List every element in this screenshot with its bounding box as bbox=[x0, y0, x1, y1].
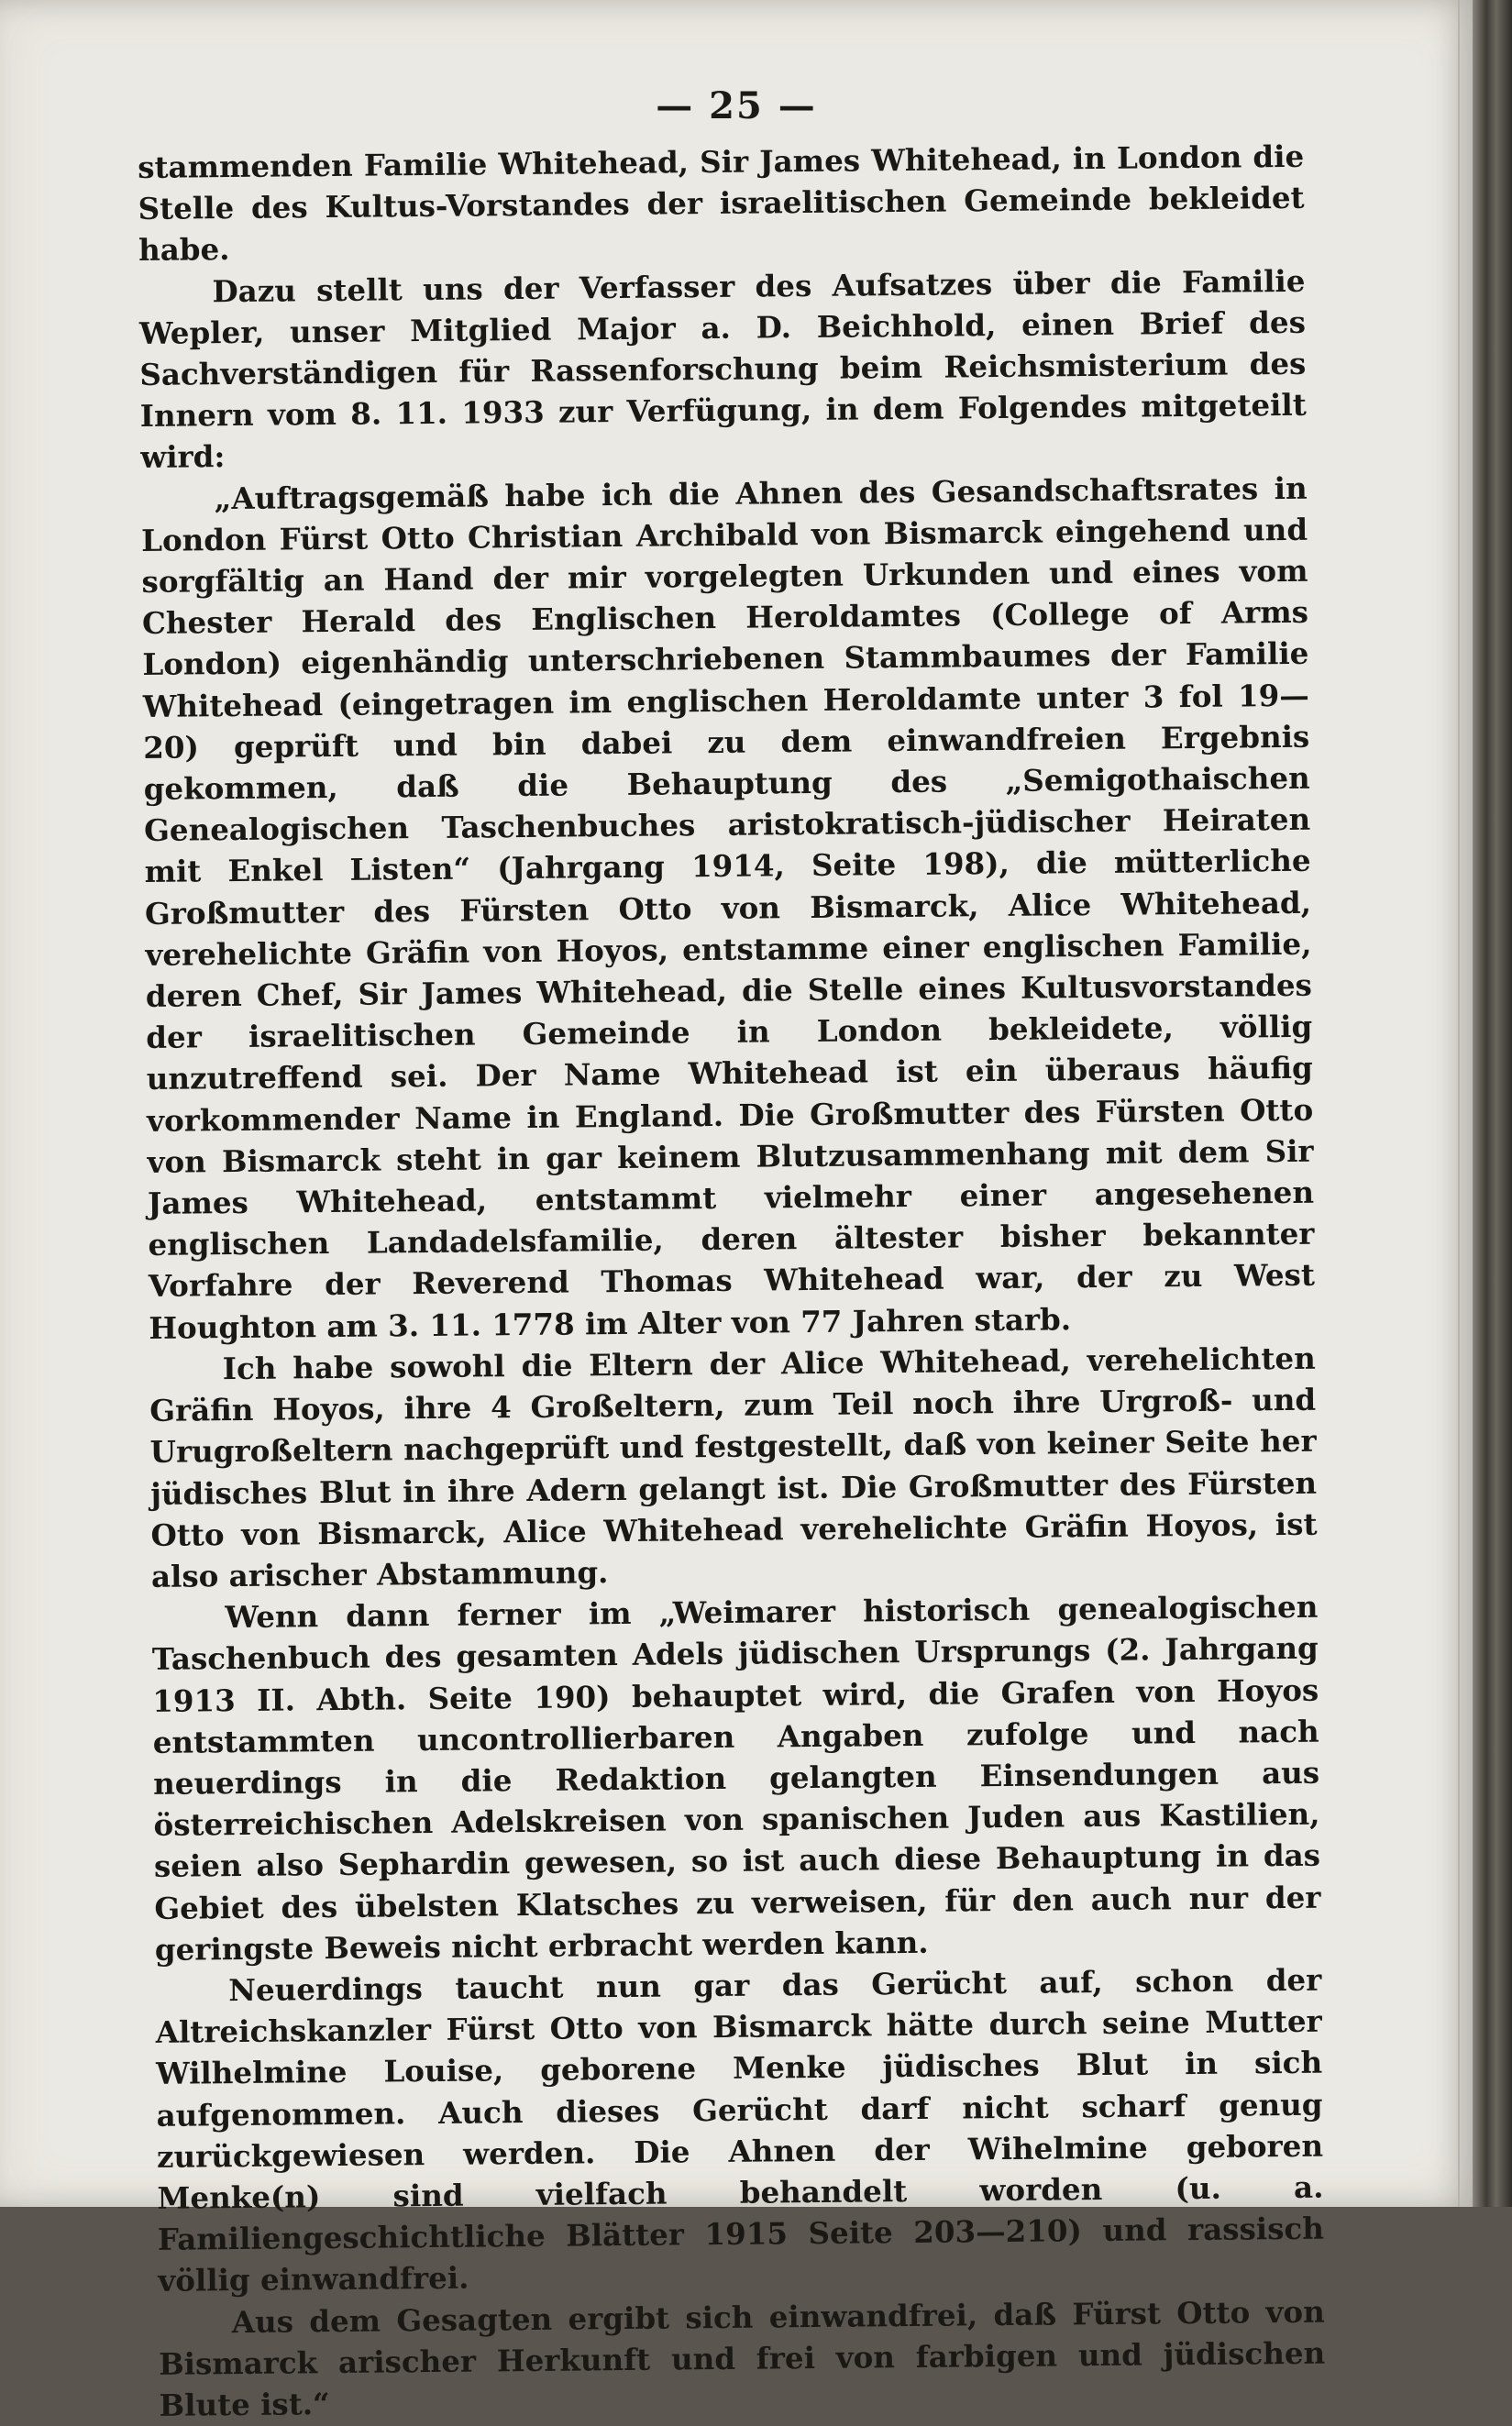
paragraph: Aus dem Gesagten ergibt sich einwandfrei, daß Fürst Otto von Bismarck arischer Herkunft und frei von farbigen und jüdischen Blute ist.“ bbox=[159, 2293, 1326, 2423]
paragraph: Dazu stellt uns der Verfasser des Aufsatzes über die Familie Wepler, unser Mitglied Major a. D. Beichhold, einen Brief des Sachverständigen für Rassenforschung beim Reichsmisterium des Innern vom 8. 11. 1933 zur Verfügung, in dem Folgendes mitgeteilt wird: bbox=[138, 262, 1307, 476]
paragraph: Ich habe sowohl die Eltern der Alice Whitehead, verehelichten Gräfin Hoyos, ihre 4 Großeltern, zum Teil noch ihre Urgroß- und Urugroßeltern nachgeprüft und festgestellt, daß von keiner Seite her jüdisches Blut in ihre Adern gelangt ist. Die Großmutter des Fürsten Otto von Bismarck, Alice Whitehead verehelichte Gräfin Hoyos, ist also arischer Abstammung. bbox=[149, 1340, 1318, 1594]
paragraph: Wenn dann ferner im „Weimarer historisch genealogischen Taschenbuch des gesamten Adels jüdischen Ursprungs (2. Jahrgang 1913 II. Abth. Seite 190) behauptet wird, die Grafen von Hoyos entstammten uncontrollierbaren Angaben zufolge und nach neuerdings in die Redaktion gelangten Einsendungen aus österreichischen Adelskreisen von spanischen Juden aus Kastilien, seien also Sephardin gewesen, so ist auch diese Behauptung in das Gebiet des übelsten Klatsches zu verweisen, für den auch nur der geringste Beweis nicht erbracht werden kann. bbox=[151, 1588, 1321, 1968]
paragraph: Neuerdings taucht nun gar das Gerücht auf, schon der Altreichskanzler Fürst Otto von Bismarck hätte durch seine Mutter Wilhelmine Louise, geborene Menke jüdisches Blut in sich aufgenommen. Auch dieses Gerücht darf nicht scharf genug zurückgewiesen werden. Die Ahnen der Wihelmine geboren Menke(n) sind vielfach behandelt worden (u. a. Familiengeschichtliche Blätter 1915 Seite 203—210) und rassisch völlig einwandfrei. bbox=[155, 1961, 1325, 2299]
paragraph: stammenden Familie Whitehead, Sir James Whitehead, in London die Stelle des Kultus-Vorstandes der israelitischen Gemeinde bekleidet habe. bbox=[138, 138, 1305, 269]
page-number: — 25 — bbox=[656, 84, 817, 127]
paragraph: „Auftragsgemäß habe ich die Ahnen des Gesandschaftsrates in London Fürst Otto Christian Archibald von Bismarck eingehend und sorgfältig an Hand der mir vorgelegten Urkunden und eines vom Chester Herald des Englischen Heroldamtes (College of Arms London) eigenhändig unterschriebenen Stammbaumes der Familie Whitehead (eingetragen im englischen Heroldamte unter 3 fol 19—20) geprüft und bin dabei zu dem einwandfreien Ergebnis gekommen, daß die Behauptung des „Semigothaischen Genealogischen Taschenbuches aristokratisch-jüdischer Heiraten mit Enkel Listen“ (Jahrgang 1914, Seite 198), die mütterliche Großmutter des Fürsten Otto von Bismarck, Alice Whitehead, verehelichte Gräfin von Hoyos, entstamme einer englischen Familie, deren Chef, Sir James Whitehead, die Stelle eines Kultusvorstandes der israelitischen Gemeinde in London bekleidete, völlig unzutreffend sei. Der Name Whitehead ist ein überaus häufig vorkommender Name in England. Die Großmutter des Fürsten Otto von Bismarck steht in gar keinem Blutzusammenhang mit dem Sir James Whitehead, entstammt vielmehr einer angesehenen englischen Landadelsfamilie, deren ältester bisher bekannter Vorfahre der Reverend Thomas Whitehead war, der zu West Houghton am 3. 11. 1778 im Alter von 77 Jahren starb. bbox=[140, 469, 1316, 1346]
page-edge bbox=[1458, 0, 1460, 2207]
body-text bbox=[138, 136, 1326, 2426]
book-gutter bbox=[1473, 0, 1512, 2207]
